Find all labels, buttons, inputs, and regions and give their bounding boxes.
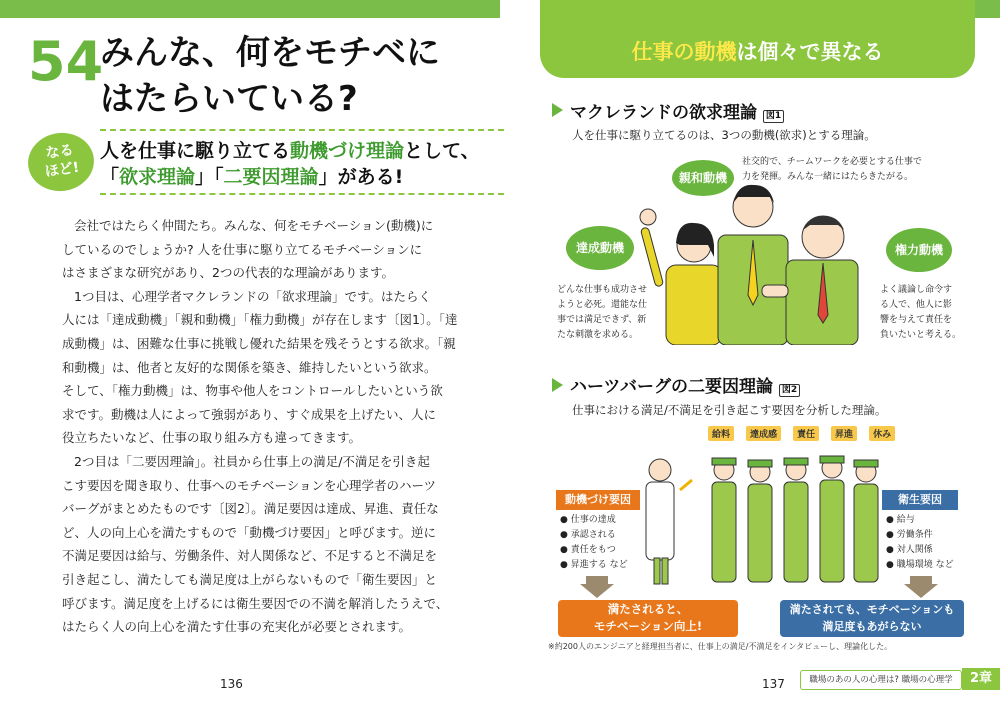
- motivators-list: [560, 513, 628, 573]
- lead-2c: 」「: [195, 166, 224, 188]
- lead-1c: として、: [404, 140, 480, 162]
- bubble-affiliation: 親和動機: [672, 160, 734, 196]
- naru-text-2: ほど!: [43, 159, 81, 181]
- woman-figure-icon: [640, 209, 722, 345]
- section-number: 54: [28, 30, 104, 93]
- motivator-item: ● 責任をもつ: [560, 545, 616, 555]
- page-title: [100, 30, 440, 122]
- worker-figure-icon: [784, 458, 808, 582]
- tag-achievement: 達成感: [746, 426, 781, 441]
- body-line: 不満足要因は給与、労働条件、対人関係など、不足すると不満足を: [62, 548, 438, 564]
- body-line: 人には「達成動機」「親和動機」「権力動機」が存在します〔図1〕。「達: [62, 312, 458, 328]
- result-motivators: [558, 600, 738, 637]
- lead-2b: 欲求理論: [119, 166, 196, 188]
- text-achievement-4: たな刺激を求める。: [557, 330, 639, 340]
- title-line-2: はたらいている?: [100, 79, 358, 119]
- tag-holiday: 休み: [869, 426, 895, 441]
- result-motivators-2: モチベーション向上!: [593, 619, 703, 633]
- text-affiliation-2: 力を発揮。みんな一緒にはたらきたがる。: [742, 172, 914, 182]
- worker-figure-icon: [854, 460, 878, 582]
- section1-title: [570, 98, 784, 123]
- worker-figure-icon: [820, 456, 844, 582]
- motivator-item: ● 仕事の達成: [560, 515, 616, 525]
- naru-text-1: なる: [44, 142, 75, 162]
- hygiene-item: ● 労働条件: [886, 530, 933, 540]
- text-achievement-1: どんな仕事も成功させ: [557, 285, 648, 295]
- body-line: 2つ目は「二要因理論」。社員から仕事上の満足/不満足を引き起: [74, 453, 430, 469]
- text-power-1: よく議論し命令す: [880, 285, 953, 295]
- result-hygiene-2: 満足度もあがらない: [822, 620, 922, 633]
- body-line: しているのでしょうか? 人を仕事に駆り立てるモチベーションに: [62, 241, 423, 257]
- section2-title: [570, 372, 800, 397]
- body-line: はたらく人の向上心を満たす仕事の充実化が必要とされます。: [62, 619, 412, 635]
- body-line: 成動機」は、困難な仕事に挑戦し優れた結果を残そうとする欲求。「親: [62, 335, 456, 351]
- text-power-2: る人で、他人に影: [880, 300, 952, 310]
- text-power-3: 響を与えて責任を: [880, 315, 953, 325]
- section1-title-text: マクレランドの欲求理論: [570, 103, 757, 123]
- motivator-item: ● 昇進する など: [560, 560, 628, 570]
- body-text: [62, 214, 462, 639]
- page-number-right: 137: [762, 677, 785, 691]
- lead-2d: 二要因理論: [223, 166, 319, 188]
- lead-1a: 人を仕事に駆り立てる: [100, 140, 291, 162]
- text-power: [880, 283, 961, 343]
- body-line: ど、人の向上心を満たすもので「動機づけ要因」と呼びます。逆に: [62, 524, 437, 540]
- text-affiliation: [742, 155, 922, 185]
- lead-divider-bottom: [100, 193, 504, 195]
- header-title: [540, 36, 975, 66]
- hygiene-item: ● 給与: [886, 515, 915, 525]
- section2-title-text: ハーツバーグの二要因理論: [570, 377, 773, 397]
- body-line: 求です。動機は人によって強弱があり、すぐ成果を上げたい、人に: [62, 406, 437, 422]
- body-line: 引き起こし、満たしても満足度は上がらないもので「衛生要因」と: [62, 571, 438, 587]
- figure-ref-1: 図1: [763, 110, 784, 123]
- text-achievement-2: ようと必死。還能な仕: [557, 300, 648, 310]
- worker-figure-icon: [748, 460, 772, 582]
- motivators-header: 動機づけ要因: [556, 490, 640, 510]
- body-line: バーグがまとめたものです〔図2〕。満足要因は達成、昇進、責任な: [62, 501, 439, 517]
- bubble-achievement: 達成動機: [566, 226, 634, 270]
- result-motivators-1: 満たされると、: [607, 602, 689, 616]
- footnote: ※約200人のエンジニアと経理担当者に、仕事上の満足/不満足をインタビューし、理論化した。: [548, 642, 893, 651]
- tag-promotion: 昇進: [831, 426, 857, 441]
- triangle-marker-icon: [552, 378, 563, 392]
- worker-figure-icon: [712, 458, 736, 582]
- bubble-power: 権力動機: [886, 228, 952, 272]
- hygiene-item: ● 対人関係: [886, 545, 933, 555]
- tag-salary: 給料: [708, 426, 734, 441]
- page-number-left: 136: [220, 677, 243, 691]
- top-bar-right: [975, 0, 1000, 18]
- body-line: こす要因を聞き取り、仕事へのモチベーションを心理学者のハーツ: [62, 477, 437, 493]
- workers-illustration: [640, 448, 880, 588]
- section2-subtitle: 仕事における満足/不満足を引き起こす要因を分析した理論。: [572, 403, 887, 417]
- text-achievement: [557, 283, 647, 343]
- result-hygiene: [780, 600, 964, 637]
- man-figure-icon: [718, 185, 788, 345]
- down-arrow-icon: [580, 576, 614, 598]
- header-title-b: は個々で異なる: [736, 40, 884, 64]
- naruhodo-badge: [24, 129, 97, 196]
- hygiene-list: [886, 513, 954, 573]
- body-line: 1つ目は、心理学者マクレランドの「欲求理論」です。はたらく: [74, 288, 431, 304]
- footer-label: 職場のあの人の心理は? 職場の心理学: [800, 670, 962, 690]
- lead-2a: 「: [100, 166, 120, 188]
- body-line: 会社ではたらく仲間たち。みんな、何をモチベーション(動機)に: [74, 218, 434, 233]
- title-line-1: みんな、何をモチベに: [100, 33, 440, 73]
- hygiene-item: ● 職場環境 など: [886, 560, 954, 570]
- section1-subtitle: 人を仕事に駆り立てるのは、3つの動機(欲求)とする理論。: [572, 128, 876, 142]
- hygiene-header: 衛生要因: [882, 490, 958, 510]
- down-arrow-icon: [904, 576, 938, 598]
- text-achievement-3: 事では満足できず、新: [557, 315, 647, 325]
- top-bar-left: [0, 0, 500, 18]
- lead-divider-top: [100, 129, 504, 131]
- triangle-marker-icon: [552, 103, 563, 117]
- body-line: そして、「権力動機」は、物事や他人をコントロールしたいという欲: [62, 383, 443, 399]
- header-title-a: 仕事の動機: [631, 40, 737, 64]
- factor-tags: [708, 426, 895, 441]
- text-power-4: 負いたいと考える。: [880, 330, 962, 340]
- lead-2e: 」がある!: [318, 166, 404, 188]
- lead-text: [100, 138, 480, 190]
- result-hygiene-1: 満たされても、モチベーションも: [789, 603, 955, 616]
- body-line: 和動機」は、他者と友好的な関係を築き、維持したいという欲求。: [62, 359, 437, 375]
- figure-ref-2: 図2: [779, 384, 800, 397]
- tag-responsibility: 責任: [793, 426, 819, 441]
- chapter-badge: 2章: [962, 668, 1000, 690]
- lead-1b: 動機づけ理論: [290, 140, 405, 162]
- text-affiliation-1: 社交的で、チームワークを必要とする仕事で: [742, 157, 922, 167]
- body-line: はさまざまな研究があり、2つの代表的な理論があります。: [62, 265, 394, 281]
- body-line: 役立ちたいなど、仕事の取り組み方も違ってきます。: [62, 430, 362, 446]
- motivator-item: ● 承認される: [560, 530, 616, 540]
- researcher-figure-icon: [646, 459, 692, 584]
- body-line: 呼びます。満足度を上げるには衛生要因での不満を解消したうえで、: [62, 595, 449, 611]
